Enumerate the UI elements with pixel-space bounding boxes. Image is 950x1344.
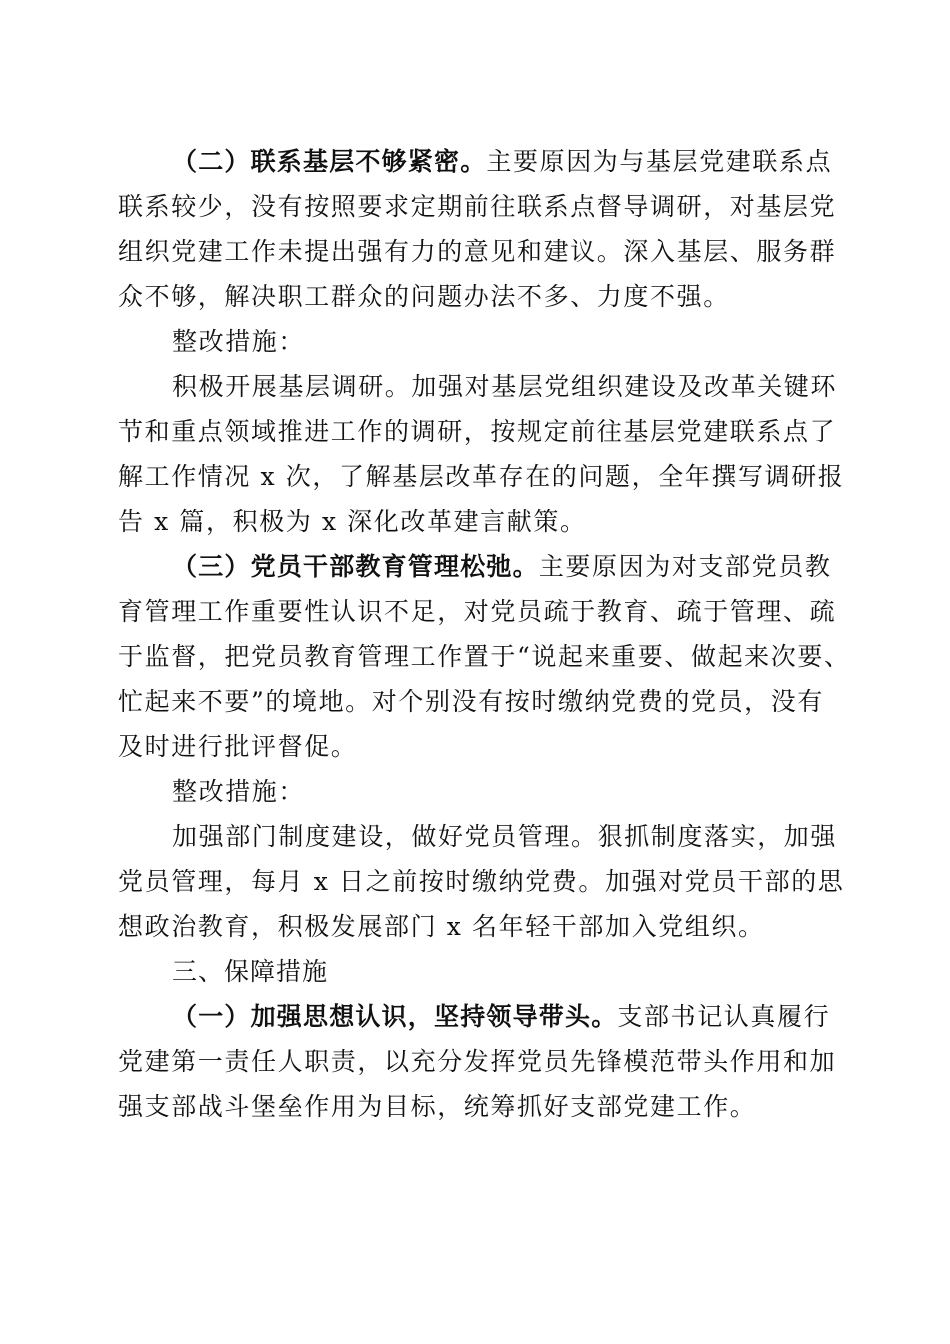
paragraph-line <box>172 550 831 584</box>
paragraph-line: 想政治教育，积极发展部门 x 名年轻干部加入党组织。 <box>118 912 765 941</box>
paragraph-line: 众不够，解决职工群众的问题办法不多、力度不强。 <box>118 282 730 311</box>
section-title: （二）联系基层不够紧密。 <box>172 147 487 176</box>
paragraph-line: 强支部战斗堡垒作用为目标，统筹抓好支部党建工作。 <box>118 1092 757 1121</box>
paragraph-line: 于监督，把党员教育管理工作置于“说起来重要、做起来次要、 <box>118 642 851 671</box>
paragraph-line: 育管理工作重要性认识不足，对党员疏于教育、疏于管理、疏 <box>118 597 837 626</box>
paragraph-line: 告 x 篇，积极为 x 深化改革建言献策。 <box>118 507 587 536</box>
paragraph-line: 节和重点领域推进工作的调研，按规定前往基层党建联系点了 <box>118 417 837 446</box>
paragraph-text: 支部书记认真履行 <box>617 1002 831 1031</box>
paragraph-line: 党建第一责任人职责，以充分发挥党员先锋模范带头作用和加 <box>118 1047 837 1076</box>
part-heading: 三、保障措施 <box>172 957 329 986</box>
measures-label: 整改措施： <box>172 327 306 356</box>
paragraph-line: 党员管理，每月 x 日之前按时缴纳党费。加强对党员干部的思 <box>118 867 845 896</box>
paragraph-line: 忙起来不要”的境地。对个别没有按时缴纳党费的党员，没有 <box>118 687 824 716</box>
paragraph-line <box>172 145 832 179</box>
paragraph-text: 主要原因为与基层党建联系点 <box>486 147 833 176</box>
paragraph-line: 积极开展基层调研。加强对基层党组织建设及改革关键环 <box>172 372 838 401</box>
measures-label: 整改措施： <box>172 777 306 806</box>
paragraph-text: 主要原因为对支部党员教 <box>538 552 832 581</box>
paragraph-line: 联系较少，没有按照要求定期前往联系点督导调研，对基层党 <box>118 192 837 221</box>
paragraph-line <box>172 1000 830 1034</box>
paragraph-line: 组织党建工作未提出强有力的意见和建议。深入基层、服务群 <box>118 237 837 266</box>
paragraph-line: 加强部门制度建设，做好党员管理。狠抓制度落实，加强 <box>172 822 838 851</box>
subsection-title: （一）加强思想认识，坚持领导带头。 <box>172 1002 618 1031</box>
paragraph-line: 解工作情况 x 次，了解基层改革存在的问题，全年撰写调研报 <box>118 462 845 491</box>
section-title: （三）党员干部教育管理松弛。 <box>172 552 539 581</box>
paragraph-line: 及时进行批评督促。 <box>118 732 358 761</box>
